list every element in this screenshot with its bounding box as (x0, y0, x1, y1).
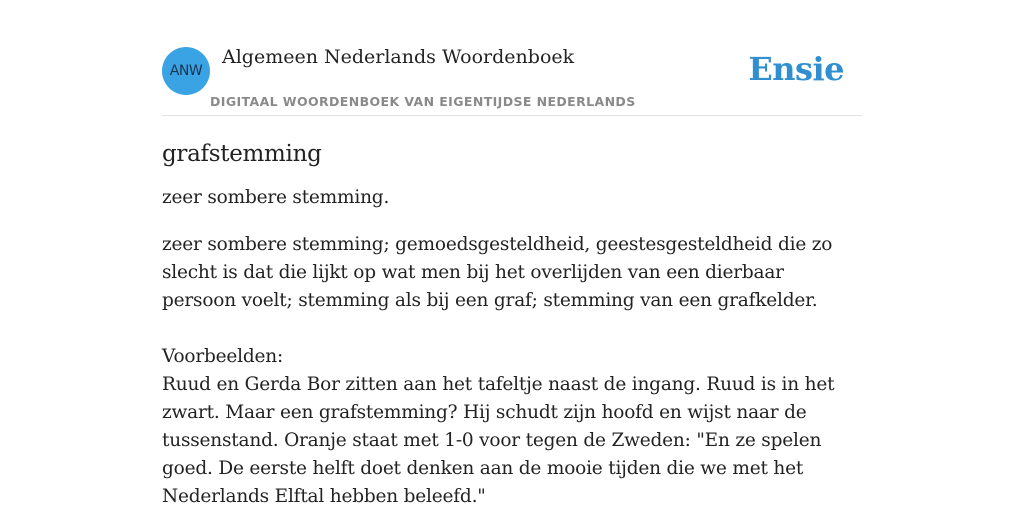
dictionary-title[interactable]: Algemeen Nederlands Woordenboek (222, 46, 575, 68)
long-definition: zeer sombere stemming; gemoedsgesteldheid, geestesgesteldheid die zo slecht is dat die lijkt op wat men bij het overlijden van een dierbaar persoon voelt; stemming als bij een graf; stemming van een grafkelder. (162, 234, 833, 311)
dictionary-header (162, 44, 862, 116)
examples-section (162, 343, 862, 511)
examples-label: Voorbeelden: (162, 346, 283, 367)
anw-logo[interactable]: ANW (162, 47, 210, 95)
entry-content (162, 136, 862, 511)
ensie-logo[interactable]: Ensie (748, 50, 844, 88)
short-definition: zeer sombere stemming. (162, 187, 390, 208)
dictionary-subtitle: DIGITAAL WOORDENBOEK VAN EIGENTIJDSE NEDERLANDS (210, 94, 636, 109)
entry-headword: grafstemming (162, 141, 322, 167)
example-text: Ruud en Gerda Bor zitten aan het tafeltje naast de ingang. Ruud is in het zwart. Maar een grafstemming? Hij schudt zijn hoofd en wijst naar de tussenstand. Oranje staat met 1-0 voor tegen de Zweden: "En ze spelen goed. De eerste helft doet denken aan de mooie tijden die we met het Nederlands Elftal hebben beleefd." (162, 374, 835, 507)
